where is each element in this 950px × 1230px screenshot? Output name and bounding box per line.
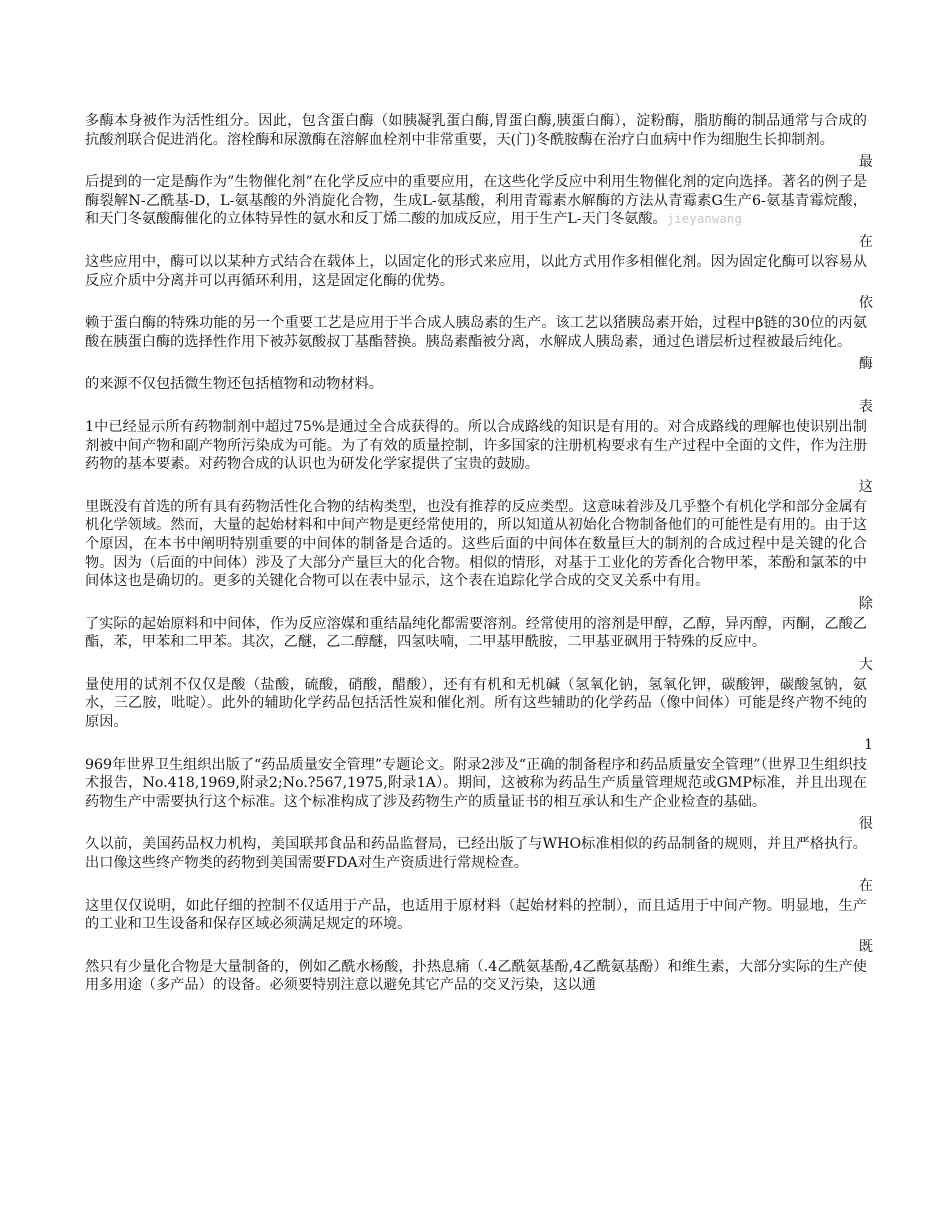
- dropcap-8: 除: [858, 595, 873, 612]
- paragraph-5: 的来源不仅包括微生物还包括植物和动物材料。: [85, 376, 383, 393]
- paragraph-6: 1中已经显示所有药物制剂中超过75%是通过全合成获得的。所以合成路线的知识是有用的。对合成路线的理解也使识别出制剂被中间产物和副产物所污染成为可能。为了有效的质量控制，许多国家的注册机构要求有生产过程中全面的文件，作为注册药物的基本要素。对药物合成的认识也为研发化学家提供了宝贵的鼓励。: [85, 418, 867, 473]
- dropcap-11: 很: [858, 816, 873, 833]
- dropcap-13: 既: [858, 938, 873, 955]
- dropcap-6: 表: [858, 398, 873, 415]
- paragraph-7: 里既没有首选的所有具有药物活性化合物的结构类型，也没有推荐的反应类型。这意味着涉及几乎整个有机化学和部分金属有机化学领域。然而，大量的起始材料和中间产物是更经常使用的，所以知道从初始化合物制备他们的可能性是有用的。由于这个原因，在本书中阐明特别重要的中间体的制备是合适的。这些后面的中间体在数量巨大的制剂的合成过程中是关键的化合物。因为（后面的中间体）涉及了大部分产量巨大的化合物。相似的情形，对基于工业化的芳香化合物甲苯，苯酚和氯苯的中间体这也是确切的。更多的关键化合物可以在表中显示，这个表在追踪化学合成的交叉关系中有用。: [85, 498, 867, 590]
- dropcap-10: 1: [863, 736, 873, 753]
- paragraph-1: 多酶本身被作为活性组分。因此，包含蛋白酶（如胰凝乳蛋白酶,胃蛋白酶,胰蛋白酶），淀粉酶，脂肪酶的制品通常与合成的抗酸剂联合促进消化。溶栓酶和尿激酶在溶解血栓剂中非常重要，天(门)冬酰胺酶在治疗白血病中作为细胞生长抑制剂。: [85, 113, 867, 148]
- dropcap-7: 这: [858, 478, 873, 495]
- dropcap-9: 大: [858, 656, 873, 673]
- dropcap-4: 依: [858, 295, 873, 312]
- paragraph-9: 量使用的试剂不仅仅是酸（盐酸，硫酸，硝酸，醋酸），还有有机和无机碱（氢氧化钠，氢氧化钾，碳酸钾，碳酸氢钠，氨水，三乙胺，吡啶）。此外的辅助化学药品包括活性炭和催化剂。所有这些辅助的化学药品（像中间体）可能是终产物不纯的原因。: [85, 676, 867, 731]
- paragraph-12: 这里仅仅说明，如此仔细的控制不仅适用于产品，也适用于原材料（起始材料的控制），而且适用于中间产物。明显地，生产的工业和卫生设备和保存区域必须满足规定的环境。: [85, 897, 867, 933]
- paragraph-11: 久以前，美国药品权力机构，美国联邦食品和药品监督局，已经出版了与WHO标准相似的药品制备的规则，并且严格执行。出口像这些终产物类的药物到美国需要FDA对生产资质进行常规检查。: [85, 836, 867, 872]
- paragraph-2-text: 后提到的一定是酶作为”生物催化剂”在化学反应中的重要应用，在这些化学反应中利用生物催化剂的定向选择。著名的例子是酶裂解N-乙酰基-D，L-氨基酸的外消旋化合物，生成L-氨基酸，利用青霉素水解酶的方法从青霉素G生产6-氨基青霉烷酸，和天门冬氨酸酶催化的立体特异性的氨水和反丁烯二酸的加成反应，用于生产L-天门冬氨酸。: [85, 174, 867, 228]
- paragraph-10: 969年世界卫生组织出版了“药品质量安全管理”专题论文。附录2涉及“正确的制备程序和药品质量安全管理”（世界卫生组织技术报告，No.418,1969,附录2;No.?567,1975,附录1A）。期间，这被称为药品生产质量管理规范或GMP标准，并且出现在药物生产中需要执行这个标准。这个标准构成了涉及药物生产的质量证书的相互承认和生产企业检查的基础。: [85, 756, 867, 810]
- dropcap-3: 在: [858, 233, 873, 250]
- paragraph-4: 赖于蛋白酶的特殊功能的另一个重要工艺是应用于半合成人胰岛素的生产。该工艺以猪胰岛素开始，过程中β链的30位的丙氨酸在胰蛋白酶的选择性作用下被苏氨酸叔丁基酯替换。胰岛素酯被分离，水解成人胰岛素，通过色谱层析过程被最后纯化。: [85, 315, 867, 350]
- dropcap-12: 在: [858, 877, 873, 894]
- dropcap-2: 最: [858, 154, 873, 171]
- dropcap-5: 酶: [858, 356, 873, 373]
- watermark-text: jieyanwang: [666, 211, 742, 227]
- paragraph-2: [85, 173, 867, 229]
- paragraph-13: 然只有少量化合物是大量制备的，例如乙酰水杨酸，扑热息痛（.4乙酰氨基酚,4乙酰氨基酚）和维生素，大部分实际的生产使用多用途（多产品）的设备。必须要特别注意以避免其它产品的交叉污染，这以通: [85, 958, 867, 994]
- document-page: [85, 112, 873, 995]
- paragraph-8: 了实际的起始原料和中间体，作为反应溶媒和重结晶纯化都需要溶剂。经常使用的溶剂是甲醇，乙醇，异丙醇，丙酮，乙酸乙酯，苯，甲苯和二甲苯。其次，乙醚，乙二醇醚，四氢呋喃，二甲基甲酰胺，二甲基亚砜用于特殊的反应中。: [85, 615, 867, 651]
- paragraph-3: 这些应用中，酶可以以某种方式结合在载体上，以固定化的形式来应用，以此方式用作多相催化剂。因为固定化酶可以容易从反应介质中分离并可以再循环利用，这是固定化酶的优势。: [85, 253, 867, 289]
